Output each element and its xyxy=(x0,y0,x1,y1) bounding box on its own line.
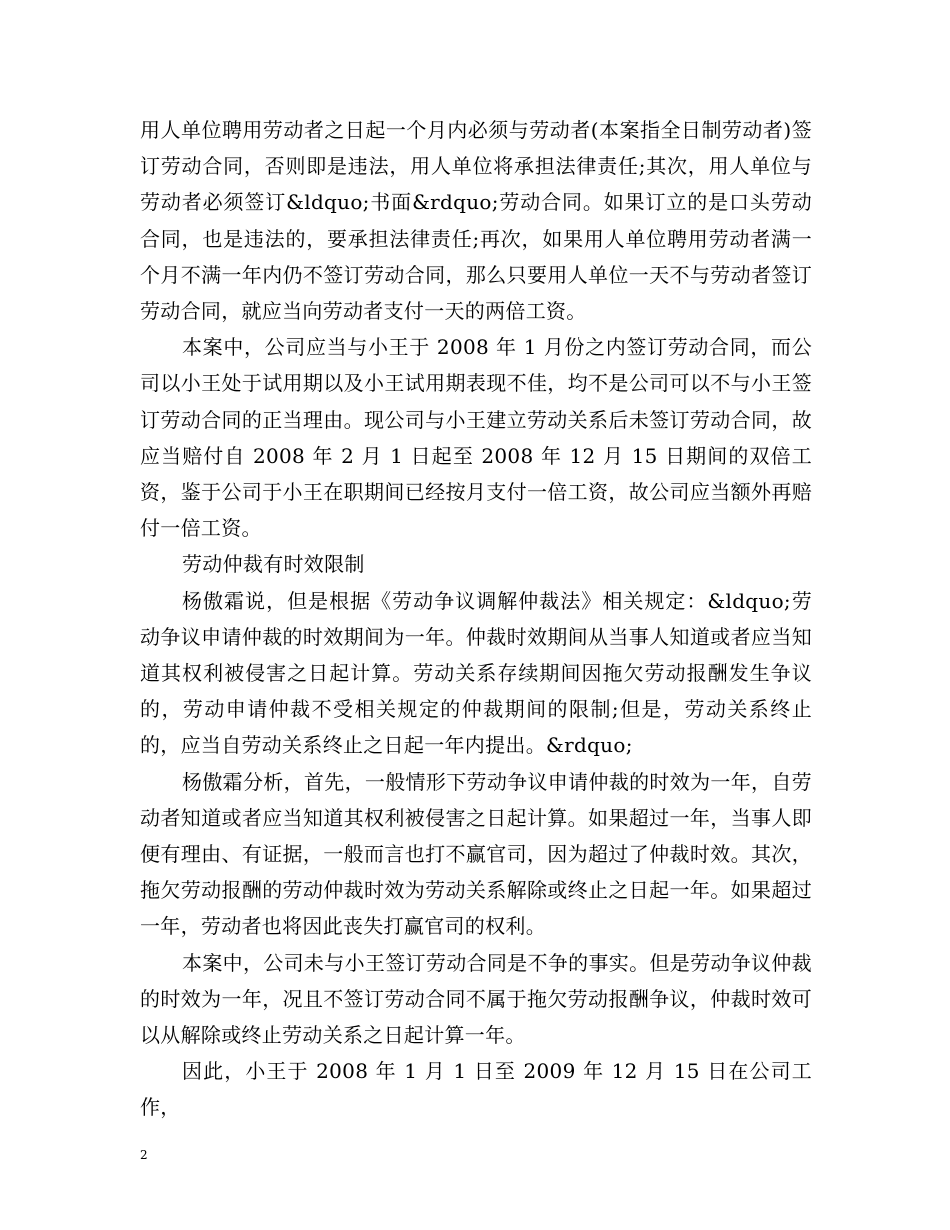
paragraph-3: 杨傲霜说，但是根据《劳动争议调解仲裁法》相关规定：&ldquo;劳动争议申请仲裁的时效期间为一年。仲裁时效期间从当事人知道或者应当知道其权利被侵害之日起计算。劳动关系存续期间因拖欠劳动报酬发生争议的，劳动申请仲裁不受相关规定的仲裁期间的限制;但是，劳动关系终止的，应当自劳动关系终止之日起一年内提出。&rdquo; xyxy=(140,588,812,758)
paragraph-6: 因此，小王于 2008 年 1 月 1 日至 2009 年 12 月 15 日在公司工作， xyxy=(140,1059,812,1120)
paragraph-1: 用人单位聘用劳动者之日起一个月内必须与劳动者(本案指全日制劳动者)签订劳动合同，否则即是违法，用人单位将承担法律责任;其次，用人单位与劳动者必须签订&ldquo;书面&rdquo;劳动合同。如果订立的是口头劳动合同，也是违法的，要承担法律责任;再次，如果用人单位聘用劳动者满一个月不满一年内仍不签订劳动合同，那么只要用人单位一天不与劳动者签订劳动合同，就应当向劳动者支付一天的两倍工资。 xyxy=(140,118,812,324)
paragraph-4: 杨傲霜分析，首先，一般情形下劳动争议申请仲裁的时效为一年，自劳动者知道或者应当知道其权利被侵害之日起计算。如果超过一年，当事人即便有理由、有证据，一般而言也打不赢官司，因为超过了仲裁时效。其次，拖欠劳动报酬的劳动仲裁时效为劳动关系解除或终止之日起一年。如果超过一年，劳动者也将因此丧失打赢官司的权利。 xyxy=(140,769,812,939)
paragraph-5: 本案中，公司未与小王签订劳动合同是不争的事实。但是劳动争议仲裁的时效为一年，况且不签订劳动合同不属于拖欠劳动报酬争议，仲裁时效可以从解除或终止劳动关系之日起计算一年。 xyxy=(140,950,812,1048)
page-number: 2 xyxy=(140,1148,148,1162)
section-heading: 劳动仲裁有时效限制 xyxy=(182,552,365,577)
document-body xyxy=(140,112,812,1126)
paragraph-2: 本案中，公司应当与小王于 2008 年 1 月份之内签订劳动合同，而公司以小王处于试用期以及小王试用期表现不佳，均不是公司可以不与小王签订劳动合同的正当理由。现公司与小王建立劳动关系后未签订劳动合同，故应当赔付自 2008 年 2 月 1 日起至 2008 年 12 月 15 日期间的双倍工资，鉴于公司于小王在职期间已经按月支付一倍工资，故公司应当额外再赔付一倍工资。 xyxy=(140,335,812,541)
